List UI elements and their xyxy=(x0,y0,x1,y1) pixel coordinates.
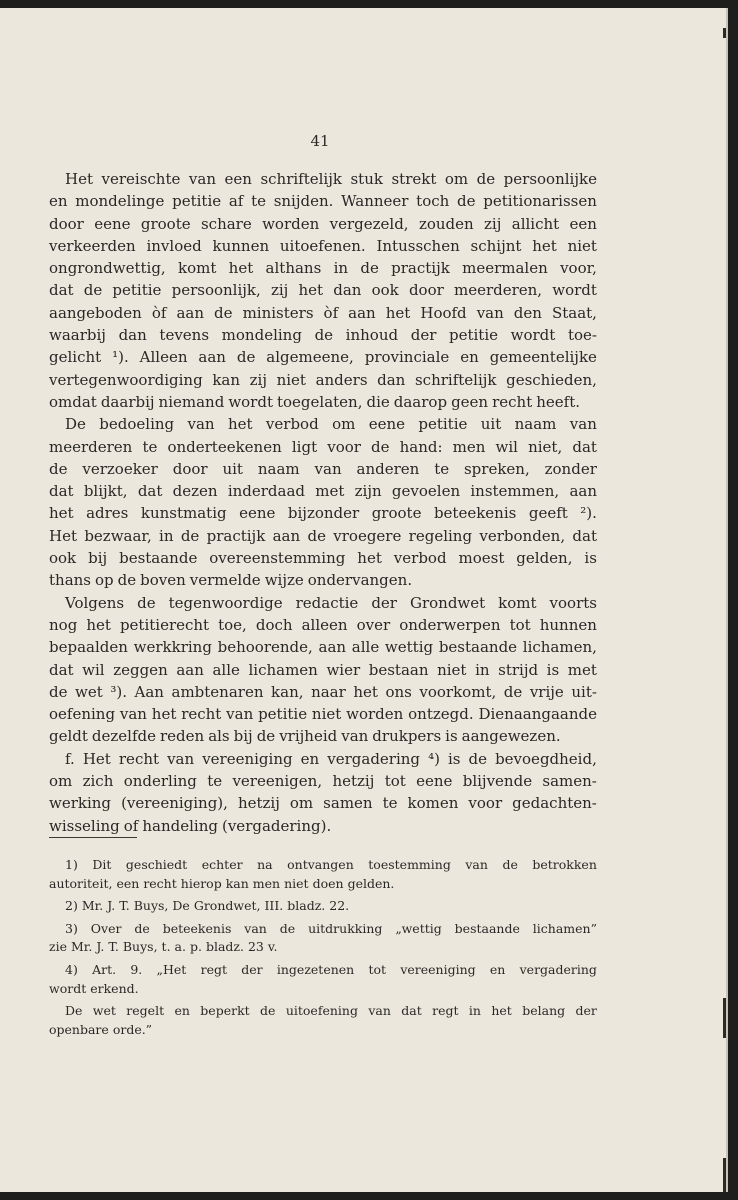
text-line: aangeboden òf aan de ministers òf aan het Hoofd van den Staat, xyxy=(49,303,597,322)
text-line: de wet ³). Aan ambtenaren kan, naar het ons voorkomt, de vrije uit- xyxy=(49,682,597,701)
text-line: werking (vereeniging), hetzij om samen te komen voor gedachten- xyxy=(49,794,597,813)
text-line: nog het petitierecht toe, doch alleen over onderwerpen tot hunnen xyxy=(49,615,597,634)
text-line: en mondelinge petitie af te snijden. Wanneer toch de petitionarissen xyxy=(49,192,597,211)
text-line: omdat daarbij niemand wordt toegelaten, die daarop geen recht heeft. xyxy=(49,392,580,411)
footnote-line: zie Mr. J. T. Buys, t. a. p. bladz. 23 v. xyxy=(49,939,278,955)
text-line: Volgens de tegenwoordige redactie der Grondwet komt voorts xyxy=(65,593,597,612)
text-line: ongrondwettig, komt het althans in de practijk meermalen voor, xyxy=(49,259,597,278)
text-line: geldt dezelfde reden als bij de vrijheid van drukpers is aangewezen. xyxy=(49,727,561,746)
text-line: wisseling of handeling (vergadering). xyxy=(49,816,332,835)
text-line: f. Het recht van vereeniging en vergadering ⁴) is de bevoegdheid, xyxy=(65,749,597,768)
footnote-line: 4) Art. 9. „Het regt der ingezetenen tot vereeniging en vergadering xyxy=(65,961,597,977)
footnote-line: 2) Mr. J. T. Buys, De Grondwet, III. bladz. 22. xyxy=(65,898,350,914)
text-line: verkeerden invloed kunnen uitoefenen. Intusschen schijnt het niet xyxy=(49,236,597,255)
text-line: meerderen te onderteekenen ligt voor de hand: men wil niet, dat xyxy=(49,437,597,456)
footnote-line: 3) Over de beteekenis van de uitdrukking „wettig bestaande lichamen” xyxy=(65,920,597,936)
text-line: De bedoeling van het verbod om eene petitie uit naam van xyxy=(65,415,597,434)
footnote-line: autoriteit, een recht hierop kan men niet doen gelden. xyxy=(49,875,395,891)
text-line: om zich onderling te vereenigen, hetzij tot eene blijvende samen- xyxy=(49,772,597,791)
page-edge-mark xyxy=(723,998,726,1038)
footnote-line: openbare orde.” xyxy=(49,1021,153,1037)
page-edge-mark xyxy=(723,28,726,38)
text-line: door eene groote schare worden vergezeld, zouden zij allicht een xyxy=(49,214,597,233)
footnote-rule xyxy=(49,837,137,838)
text-line: het adres kunstmatig eene bijzonder groote beteekenis geeft ²). xyxy=(49,504,597,523)
text-line: Het bezwaar, in de practijk aan de vroegere regeling verbonden, dat xyxy=(49,526,597,545)
text-line: Het vereischte van een schriftelijk stuk strekt om de persoonlijke xyxy=(65,170,597,188)
book-page xyxy=(0,8,728,1192)
text-line: thans op de boven vermelde wijze ondervangen. xyxy=(49,571,413,590)
text-line: bepaalden werkkring behoorende, aan alle wettig bestaande lichamen, xyxy=(49,638,597,657)
text-line: vertegenwoordiging kan zij niet anders dan schriftelijk geschieden, xyxy=(49,370,597,389)
text-line: dat blijkt, dat dezen inderdaad met zijn gevoelen instemmen, aan xyxy=(49,482,597,501)
text-line: waarbij dan tevens mondeling de inhoud der petitie wordt toe- xyxy=(49,326,597,345)
text-line: de verzoeker door uit naam van anderen te spreken, zonder xyxy=(49,459,597,478)
text-line: dat de petitie persoonlijk, zij het dan ook door meerderen, wordt xyxy=(49,281,597,300)
text-line: dat wil zeggen aan alle lichamen wier bestaan niet in strijd is met xyxy=(49,660,597,679)
text-line: gelicht ¹). Alleen aan de algemeene, provinciale en gemeentelijke xyxy=(49,348,597,367)
footnote-line: De wet regelt en beperkt de uitoefening van dat regt in het belang der xyxy=(65,1003,597,1019)
body-text xyxy=(49,168,597,837)
page-number: 41 xyxy=(310,132,330,150)
footnotes xyxy=(49,856,597,1043)
footnote-line: 1) Dit geschiedt echter na ontvangen toestemming van de betrokken xyxy=(65,857,597,872)
page-edge-mark xyxy=(723,1158,726,1192)
footnote-gap xyxy=(49,1039,597,1043)
footnote-line: wordt erkend. xyxy=(49,980,139,996)
text-line: ook bij bestaande overeenstemming het verbod moest gelden, is xyxy=(49,549,597,568)
text-line: oefening van het recht van petitie niet worden ontzegd. Dienaangaande xyxy=(49,705,597,724)
